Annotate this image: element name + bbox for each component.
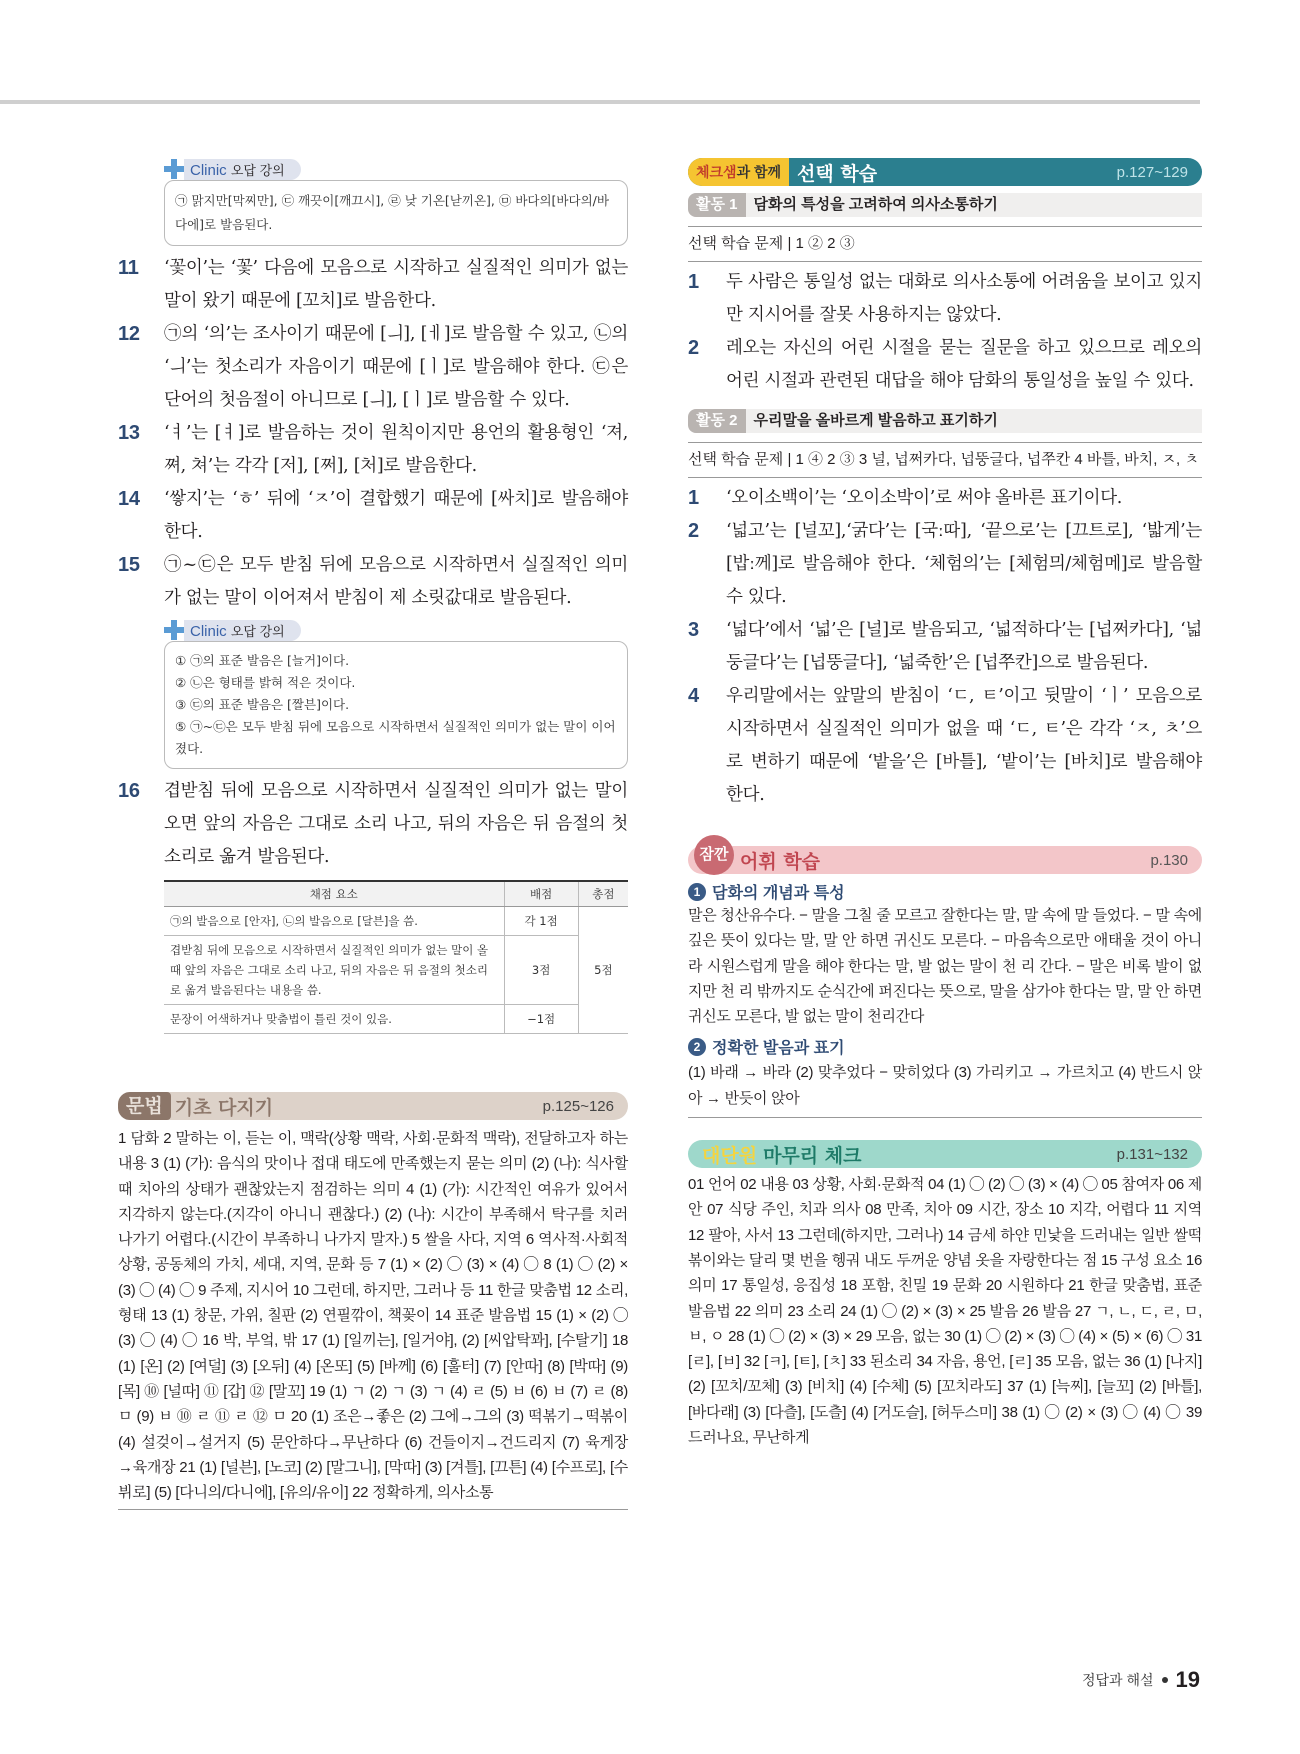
answer-item: 12 ㉠의 ‘의’는 조사이기 때문에 [ㅢ], [ㅔ]로 발음할 수 있고, ㉡의 ‘ㅢ’는 첫소리가 자음이기 때문에 [ㅣ]로 발음해야 한다. ㉢은 단어의 첫음절이 아니므로 [ㅢ], [ㅣ]로 발음할 수 있다. <box>118 323 628 410</box>
answer-item: 1 ‘오이소백이’는 ‘오이소박이’로 써야 올바른 표기이다. <box>688 487 1123 509</box>
page-footer <box>1082 1667 1200 1693</box>
answer-item: 13 ‘ㅕ’는 [ㅕ]로 발음하는 것이 원칙이지만 용언의 활용형인 ‘져, 쪄, 쳐’는 각각 [저], [쩌], [처]로 발음한다. <box>118 422 628 476</box>
clinic-header: Clinic 오답 강의 <box>164 619 628 641</box>
left-column <box>118 158 628 1510</box>
clinic-box: ㉠ 맑지만[막찌만], ㉢ 깨끗이[깨끄시], ㉣ 낮 기온[낟끼온], ㉤ 바다의[바다의/바다에]로 발음된다. <box>164 180 628 246</box>
divider <box>688 1117 1202 1118</box>
section-banner-vocab: 잠깐 어휘 학습 p.130 <box>688 846 1202 874</box>
section-banner-selection: 체크샘과 함께 선택 학습 p.127~129 <box>688 158 1202 186</box>
activity-header: 활동 2 우리말을 올바르게 발음하고 표기하기 <box>688 408 1202 434</box>
vocab-body: (1) 바래 → 바라 (2) 맞추었다 − 맞히었다 (3) 가리키고 → 가르치고 (4) 반드시 앉아 → 반듯이 앉아 <box>688 1064 1202 1107</box>
answer-item: 4 우리말에서는 앞말의 받침이 ‘ㄷ, ㅌ’이고 뒷말이 ‘ㅣ’ 모음으로 시작하면서 실질적인 의미가 없을 때 ‘ㄷ, ㅌ’은 각각 ‘ㅈ, ㅊ’으로 변하기 때문에 ‘밭을’은 [바틀], ‘밭이’는 [바치]로 발음해야 한다. <box>688 685 1202 805</box>
table-row: 겹받침 뒤에 모음으로 시작하면서 실질적인 의미가 없는 말이 올 때 앞의 자음은 그대로 소리 나고, 뒤의 자음은 뒤 음절의 첫소리로 옮겨 발음된다는 내용을 씀. 3점 <box>164 936 628 1005</box>
grammar-answers: 1 담화 2 말하는 이, 듣는 이, 맥락(상황 맥락, 사회·문화적 맥락), 전달하고자 하는 내용 3 (1) (가): 음식의 맛이나 접대 태도에 만족했는지 묻는 의미 (2) (나): 식사할 때 치아의 상태가 괜찮았는지 점검하는 의미 4 (1) (가): 시간적인 여유가 있어서 지각하지 않는다.(지각이 아니니 괜찮다.) (2) (나): 시간이 부족해서 탁구를 치러 나가기 어렵다.(시간이 부족하니 나가지 말자.) 5 쌀을 사다, 지역 6 역사적·사회적 상황, 공동체의 가치, 세대, 지역, 문화 등 7 (1) × (2) ◯ (3) × (4) ◯ 8 (1) ◯ (2) × (3) ◯ (4) ◯ 9 주제, 지시어 10 그런데, 하지만, 그러나 등 11 한글 맞춤법 12 소리, 형태 13 (1) 창문, 가위, 칠판 (2) 연필깎이, 책꽂이 14 표준 발음법 15 (1) × (2) ◯ (3) ◯ (4) ◯ 16 박, 부엌, 밖 17 (1) [일끼는], [일거야], (2) [씨압탁꽈], [수탈기] 18 (1) [온] (2) [여덜] (3) [오뒤] (4) [온또] (5) [바께] (6) [훌터] (7) [안따] (8) [박따] (9) [목] ⑩ [널따] ⑪ [갑] ⑫ [말꼬] 19 (1) ㄱ (2) ㄱ (3) ㄱ (4) ㄹ (5) ㅂ (6) ㅂ (7) ㄹ (8) ㅁ (9) ㅂ ⑩ ㄹ ⑪ ㄹ ⑫ ㅁ 20 (1) 조은→좋은 (2) 그에→그의 (3) 떡볶기→떡볶이 (4) 설겆이→설거지 (5) 문안하다→무난하다 (6) 건들이지→건드리지 (7) 육게장→육개장 21 (1) [널븐], [노코] (2) [말그니], [막따] (3) [겨틀], [끄튼] (4) [수프로], [수뷔로] (5) [다니의/다니에], [유의/유이] 22 정확하게, 의사소통 <box>118 1130 628 1502</box>
table-row: ㉠의 발음으로 [안자], ㉡의 발음으로 [달븐]을 씀. 각 1점 5점 <box>164 907 628 936</box>
section-banner-grammar: 문법 기초 다지기 p.125~126 <box>118 1092 628 1120</box>
answer-list <box>118 252 628 615</box>
vocab-subheading: 2 정확한 발음과 표기 <box>688 1035 1202 1058</box>
plus-icon <box>164 620 184 640</box>
vocab-body: 말은 청산유수다. − 말을 그칠 줄 모르고 잘한다는 말, 말 속에 말 들었다. − 말 속에 깊은 뜻이 있다는 말, 말 안 하면 귀신도 모른다. − 마음속으로만 애태울 것이 아니라 시원스럽게 말을 해야 한다는 말, 발 없는 말이 천 리 간다. − 말은 비록 발이 없지만 천 리 밖까지도 순식간에 퍼진다는 뜻으로, 말을 삼가야 한다는 말, 말 안 하면 귀신도 모른다, 발 없는 말이 천리간다 <box>688 907 1202 1026</box>
divider <box>118 1509 628 1510</box>
table-row: 문장이 어색하거나 맞춤법이 틀린 것이 있음. −1점 <box>164 1005 628 1034</box>
divider <box>688 477 1202 478</box>
activity-header: 활동 1 담화의 특성을 고려하여 의사소통하기 <box>688 192 1202 218</box>
clinic-header <box>164 158 628 180</box>
footer-label: 정답과 해설 <box>1082 1672 1154 1688</box>
top-divider <box>0 100 1200 104</box>
clinic-label: Clinic <box>190 161 227 179</box>
divider <box>688 442 1202 443</box>
right-column <box>688 158 1202 1450</box>
clinic-sub: 오답 강의 <box>230 162 285 178</box>
problem-answers: 선택 학습 문제 | 1 ④ 2 ③ 3 널, 넙쩌카다, 넙뚱글다, 넙쭈칸 4 바틀, 바치, ㅈ, ㅊ <box>688 451 1199 468</box>
answer-item: 16 겹받침 뒤에 모음으로 시작하면서 실질적인 의미가 없는 말이 오면 앞의 자음은 그대로 소리 나고, 뒤의 자음은 뒤 음절의 첫소리로 옮겨 발음된다. <box>118 780 628 867</box>
clinic-box: ① ㉠의 표준 발음은 [늘거]이다. ② ㉡은 형태를 밝혀 적은 것이다. ③ ㉢의 표준 발음은 [짤븐]이다. ⑤ ㉠~㉢은 모두 받침 뒤에 모음으로 시작하면서 실질적인 의미가 없는 말이 이어졌다. <box>164 641 628 769</box>
answer-item: 1 두 사람은 통일성 없는 대화로 의사소통에 어려움을 보이고 있지만 지시어를 잘못 사용하지는 않았다. <box>688 271 1202 325</box>
answer-item: 11 ‘꽃이’는 ‘꽃’ 다음에 모음으로 시작하고 실질적인 의미가 없는 말이 왔기 때문에 [꼬치]로 발음한다. <box>118 257 628 311</box>
answer-item: 3 ‘넓다’에서 ‘넓’은 [널]로 발음되고, ‘넓적하다’는 [넙쩌카다], ‘넓둥글다’는 [넙뚱글다], ‘넓죽한’은 [넙쭈칸]으로 발음된다. <box>688 619 1202 673</box>
scoring-table: 채점 요소 배점 총점 ㉠의 발음으로 [안자], ㉡의 발음으로 [달븐]을 씀. 각 1점 5점 겹받침 뒤에 모음으로 시작하면서 실질적인 의미가 없는 말이 올 때 앞의 자음은 그대로 소리 나고, 뒤의 자음은 뒤 음절의 첫소리로 옮겨 발음된다는 내용을 씀. 3점 문장이 어색하거나 맞춤법이 틀린 것이 있음. −1점 <box>164 880 628 1034</box>
divider <box>688 226 1202 227</box>
answer-item: 2 ‘넓고’는 [널꼬],‘굵다’는 [국ː따], ‘끝으로’는 [끄트로], ‘밟게’는 [밥ː께]로 발음해야 한다. ‘체험의’는 [체험믜/체험메]로 발음할 수 있다. <box>688 520 1202 607</box>
answer-item: 2 레오는 자신의 어린 시절을 묻는 질문을 하고 있으므로 레오의 어린 시절과 관련된 대답을 해야 담화의 통일성을 높일 수 있다. <box>688 337 1202 391</box>
answer-item: 14 ‘쌓지’는 ‘ㅎ’ 뒤에 ‘ㅈ’이 결합했기 때문에 [싸치]로 발음해야 한다. <box>118 488 628 542</box>
answer-item: 15 ㉠~㉢은 모두 받침 뒤에 모음으로 시작하면서 실질적인 의미가 없는 말이 이어져서 받침이 제 소릿값대로 발음된다. <box>118 554 628 608</box>
plus-icon <box>164 159 184 179</box>
section-banner-review: 대단원 마무리 체크 p.131~132 <box>688 1140 1202 1168</box>
divider <box>688 261 1202 262</box>
review-answers: 01 언어 02 내용 03 상황, 사회·문화적 04 (1) ◯ (2) ◯ (3) × (4) ◯ 05 참여자 06 제안 07 식당 주인, 치과 의사 08 만족, 치아 09 시간, 장소 10 지각, 어렵다 11 지역 12 팔아, 사서 13 그런데(하지만, 그러나) 14 금세 하얀 민낯을 드러내는 일반 쌀떡볶이와는 달리 몇 번을 헹궈 내도 두꺼운 양념 옷을 자랑한다는 점 15 구성 요소 16 의미 17 통일성, 응집성 18 포함, 친밀 19 문화 20 시원하다 21 한글 맞춤법, 표준 발음법 22 의미 23 소리 24 (1) ◯ (2) × (3) × 25 발음 26 발음 27 ㄱ, ㄴ, ㄷ, ㄹ, ㅁ, ㅂ, ㅇ 28 (1) ◯ (2) × (3) × 29 모음, 없는 30 (1) ◯ (2) × (3) ◯ (4) × (5) × (6) ◯ 31 [ㄹ], [ㅂ] 32 [ㅋ], [ㅌ], [ㅊ] 33 된소리 34 자음, 용언, [ㄹ] 35 모음, 없는 36 (1) [나지] (2) [꼬치/꼬체] (3) [비치] (4) [수체] (5) [꼬치라도] 37 (1) [늑찌], [늘꼬] (2) [바틀], [바다래] (3) [다츨], [도츨] (4) [거도슬], [허두스미] 38 (1) ◯ (2) × (3) ◯ (4) ◯ 39 드러나요, 무난하게 <box>688 1176 1202 1447</box>
bullet-icon <box>1162 1677 1168 1683</box>
page-number: 19 <box>1175 1667 1200 1692</box>
vocab-subheading: 1 담화의 개념과 특성 <box>688 880 1202 903</box>
problem-answers: 선택 학습 문제 | 1 ② 2 ③ <box>688 235 855 252</box>
